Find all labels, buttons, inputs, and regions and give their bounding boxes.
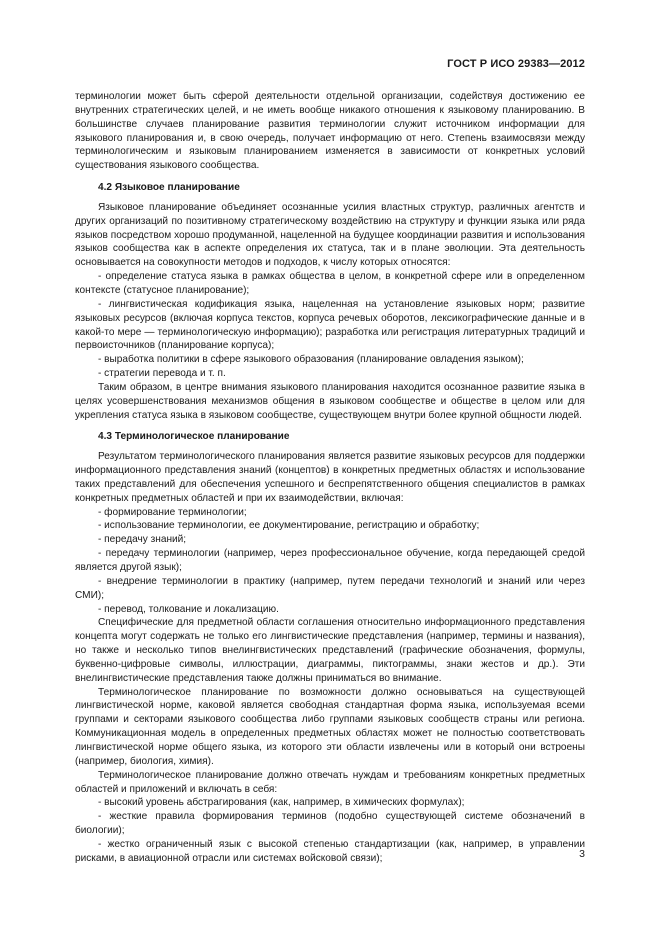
page-content <box>75 90 585 866</box>
list-item: - жестко ограниченный язык с высокой степенью стандартизации (как, например, в управлении рисками, в авиационной отрасли или системах войсковой связи); <box>75 838 585 864</box>
document-header: ГОСТ Р ИСО 29383—2012 <box>447 58 585 70</box>
list-item: - стратегии перевода и т. п. <box>98 368 226 380</box>
list-item: - определение статуса языка в рамках общества в целом, в конкретной сфере или в определенном контексте (статусное планирование); <box>75 271 585 296</box>
body-paragraph: Языковое планирование объединяет осознанные усилия властных структур, различных агентств и других организаций по позитивному стратегическому воздействию на структуру и функции языка или ряда языков посредством хорошо продуманной, нацеленной на будущее координации развития и использования языков сообщества как в аспекте определения их статуса, так и в плане эволюции. Эта деятельность основывается на совокупности методов и подходов, к числу которых относятся: <box>75 201 585 269</box>
body-paragraph: Таким образом, в центре внимания языкового планирования находится осознанное развитие языка в целях усовершенствования механизмов общения в языковом сообществе и обществе в целом или для укрепления статуса языка в языковом сообществе, существующем внутри более крупной общности людей. <box>75 381 585 421</box>
page-number: 3 <box>579 848 585 860</box>
list-item: - выработка политики в сфере языкового образования (планирование овладения языком); <box>98 354 524 366</box>
list-item: - внедрение терминологии в практику (например, путем передачи технологий и знаний или через СМИ); <box>75 575 585 601</box>
section-heading: 4.2 Языковое планирование <box>98 182 240 194</box>
list-item: - формирование терминологии; <box>98 506 247 518</box>
body-paragraph: Специфические для предметной области соглашения относительно информационного представления концепта могут содержать не только его лингвистические представления (например, термины и названия), но также и несколько типов внелингвистических представлений (графические обозначения, формулы, буквенно-цифровые символы, иллюстрации, диаграммы, пиктограммы, знаки жестов и др.). Эти внелингвистические представления также должны приниматься во внимание. <box>75 617 585 684</box>
body-paragraph: Результатом терминологического планирования является развитие языковых ресурсов для поддержки информационного представления знаний (концептов) в конкретных предметных областях и использование таких представлений для обеспечения успешного и беспрепятственного общения специалистов в рамках конкретных предметных областей и при их взаимодействии, включая: <box>75 451 585 504</box>
section-heading: 4.3 Терминологическое планирование <box>98 431 290 443</box>
list-item: - лингвистическая кодификация языка, нацеленная на установление языковых норм; развитие языковых ресурсов (включая корпуса текстов, корпуса речевых оборотов, лексикографические данные и в какой-то мере — терминологическую информацию); разработка или регистрация литературных традиций и первоисточников (планирование корпуса); <box>75 298 585 352</box>
list-item: - высокий уровень абстрагирования (как, например, в химических формулах); <box>98 797 465 809</box>
body-paragraph: Терминологическое планирование по возможности должно основываться на существующей лингвистической норме, каковой является свободная стандартная форма языка, используемая всеми группами и секторами языкового сообщества либо группами языковых сообществ страны или региона. Коммуникационная модель в определенных предметных областях может не полностью соответствовать лингвистической норме общего языка, из которого эти области извлечены или в который они встроены (например, биология, химия). <box>75 686 585 767</box>
body-paragraph: Терминологическое планирование должно отвечать нуждам и требованиям конкретных предметных областей и приложений и включать в себя: <box>75 769 585 795</box>
list-item: - использование терминологии, ее документирование, регистрацию и обработку; <box>98 520 480 532</box>
list-item: - перевод, толкование и локализацию. <box>98 603 279 615</box>
body-paragraph: терминологии может быть сферой деятельности отдельной организации, содействуя достижению ее внутренних стратегических целей, и не иметь вообще никакого отношения к языковому планированию. В большинстве случаев планирование развития терминологии служит источником информации для языкового планирования и, в свою очередь, получает информацию от него. Степень взаимосвязи между терминологическим и языковым планированием изменяется в зависимости от конкретных условий существования языкового сообщества. <box>75 91 585 172</box>
list-item: - передачу терминологии (например, через профессиональное обучение, когда передающей средой является другой язык); <box>75 548 585 573</box>
list-item: - передачу знаний; <box>98 534 187 546</box>
list-item: - жесткие правила формирования терминов (подобно существующей системе обозначений в биологии); <box>75 811 585 837</box>
